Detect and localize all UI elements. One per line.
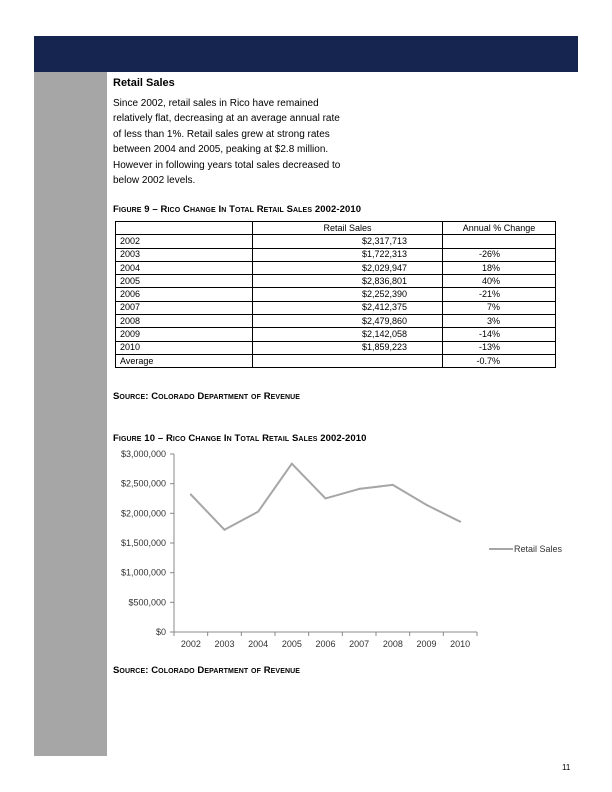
data-point [291,463,293,465]
change-cell: -14% [443,328,556,341]
data-point [325,497,327,499]
sales-cell: $2,317,713 [253,235,443,248]
retail-sales-chart-svg [113,449,563,658]
table-row [116,248,556,261]
x-tick-label: 2006 [315,639,336,649]
sales-cell: $2,142,058 [253,328,443,341]
section-title: Retail Sales [113,77,175,89]
y-tick-label: $2,500,000 [120,478,166,489]
sales-cell: $2,479,860 [253,315,443,328]
table-header-row [116,222,556,235]
legend-label: Retail Sales [514,544,563,554]
table-row [116,288,556,301]
x-tick-label: 2007 [349,639,370,649]
x-tick-label: 2009 [416,639,437,649]
page-number: 11 [562,763,571,772]
change-cell: -0.7% [443,354,556,367]
year-cell: 2003 [116,248,253,261]
retail-sales-table [115,221,556,368]
y-tick-label: $2,000,000 [120,508,166,519]
year-cell: Average [116,354,253,367]
table-row [116,315,556,328]
data-point [392,484,394,486]
x-tick-label: 2002 [180,639,201,649]
change-cell: 18% [443,261,556,274]
year-cell: 2006 [116,288,253,301]
sales-cell: $1,722,313 [253,248,443,261]
change-cell: -21% [443,288,556,301]
series-line-retail-sales [191,464,460,530]
data-point [257,511,259,513]
table-row [116,354,556,367]
change-cell: 7% [443,301,556,314]
figure-10-source: Source: Colorado Department of Revenue [113,665,301,676]
data-point [190,493,192,495]
data-point [426,504,428,506]
sales-cell: $2,836,801 [253,275,443,288]
year-cell: 2002 [116,235,253,248]
year-cell: 2009 [116,328,253,341]
header-bar [34,36,578,72]
year-cell: 2004 [116,261,253,274]
change-cell: 3% [443,315,556,328]
change-cell: 40% [443,275,556,288]
change-cell [443,235,556,248]
y-tick-label: $1,500,000 [120,538,166,548]
data-point [224,529,226,531]
table-row [116,328,556,341]
column-header: Retail Sales [253,222,443,235]
sidebar [34,72,107,756]
table-row [116,301,556,314]
column-header [116,222,253,235]
x-tick-label: 2004 [248,639,269,649]
change-cell: -13% [443,341,556,354]
y-tick-label: $1,000,000 [120,567,166,578]
column-header: Annual % Change [443,222,556,235]
sales-cell [253,354,443,367]
sales-cell: $1,859,223 [253,341,443,354]
figure-9-caption: Figure 9 – Rico Change In Total Retail Sales 2002-2010 [113,204,362,215]
y-tick-label: $0 [155,627,166,637]
year-cell: 2005 [116,275,253,288]
figure-10-caption: Figure 10 – Rico Change In Total Retail Sales 2002-2010 [113,433,367,444]
table-row [116,261,556,274]
year-cell: 2008 [116,315,253,328]
intro-paragraph: Since 2002, retail sales in Rico have remained relatively flat, decreasing at an average annual rate of less than 1%. Retail sales grew at strong rates between 2004 and 2005, peaking at $2.8 million. However in following years total sales decreased to below 2002 levels. [113,98,341,187]
x-tick-label: 2005 [281,639,302,649]
year-cell: 2007 [116,301,253,314]
sales-cell: $2,412,375 [253,301,443,314]
sales-cell: $2,252,390 [253,288,443,301]
change-cell: -26% [443,248,556,261]
sales-cell: $2,029,947 [253,261,443,274]
year-cell: 2010 [116,341,253,354]
x-tick-label: 2003 [214,639,235,649]
data-point [358,488,360,490]
x-tick-label: 2010 [450,639,471,649]
y-tick-label: $500,000 [128,597,166,608]
y-tick-label: $3,000,000 [120,449,166,459]
data-point [459,521,461,523]
table-row [116,341,556,354]
table-row [116,275,556,288]
table-row [116,235,556,248]
figure-9-source: Source: Colorado Department of Revenue [113,391,301,402]
retail-sales-chart [113,449,563,658]
x-tick-label: 2008 [382,639,403,649]
